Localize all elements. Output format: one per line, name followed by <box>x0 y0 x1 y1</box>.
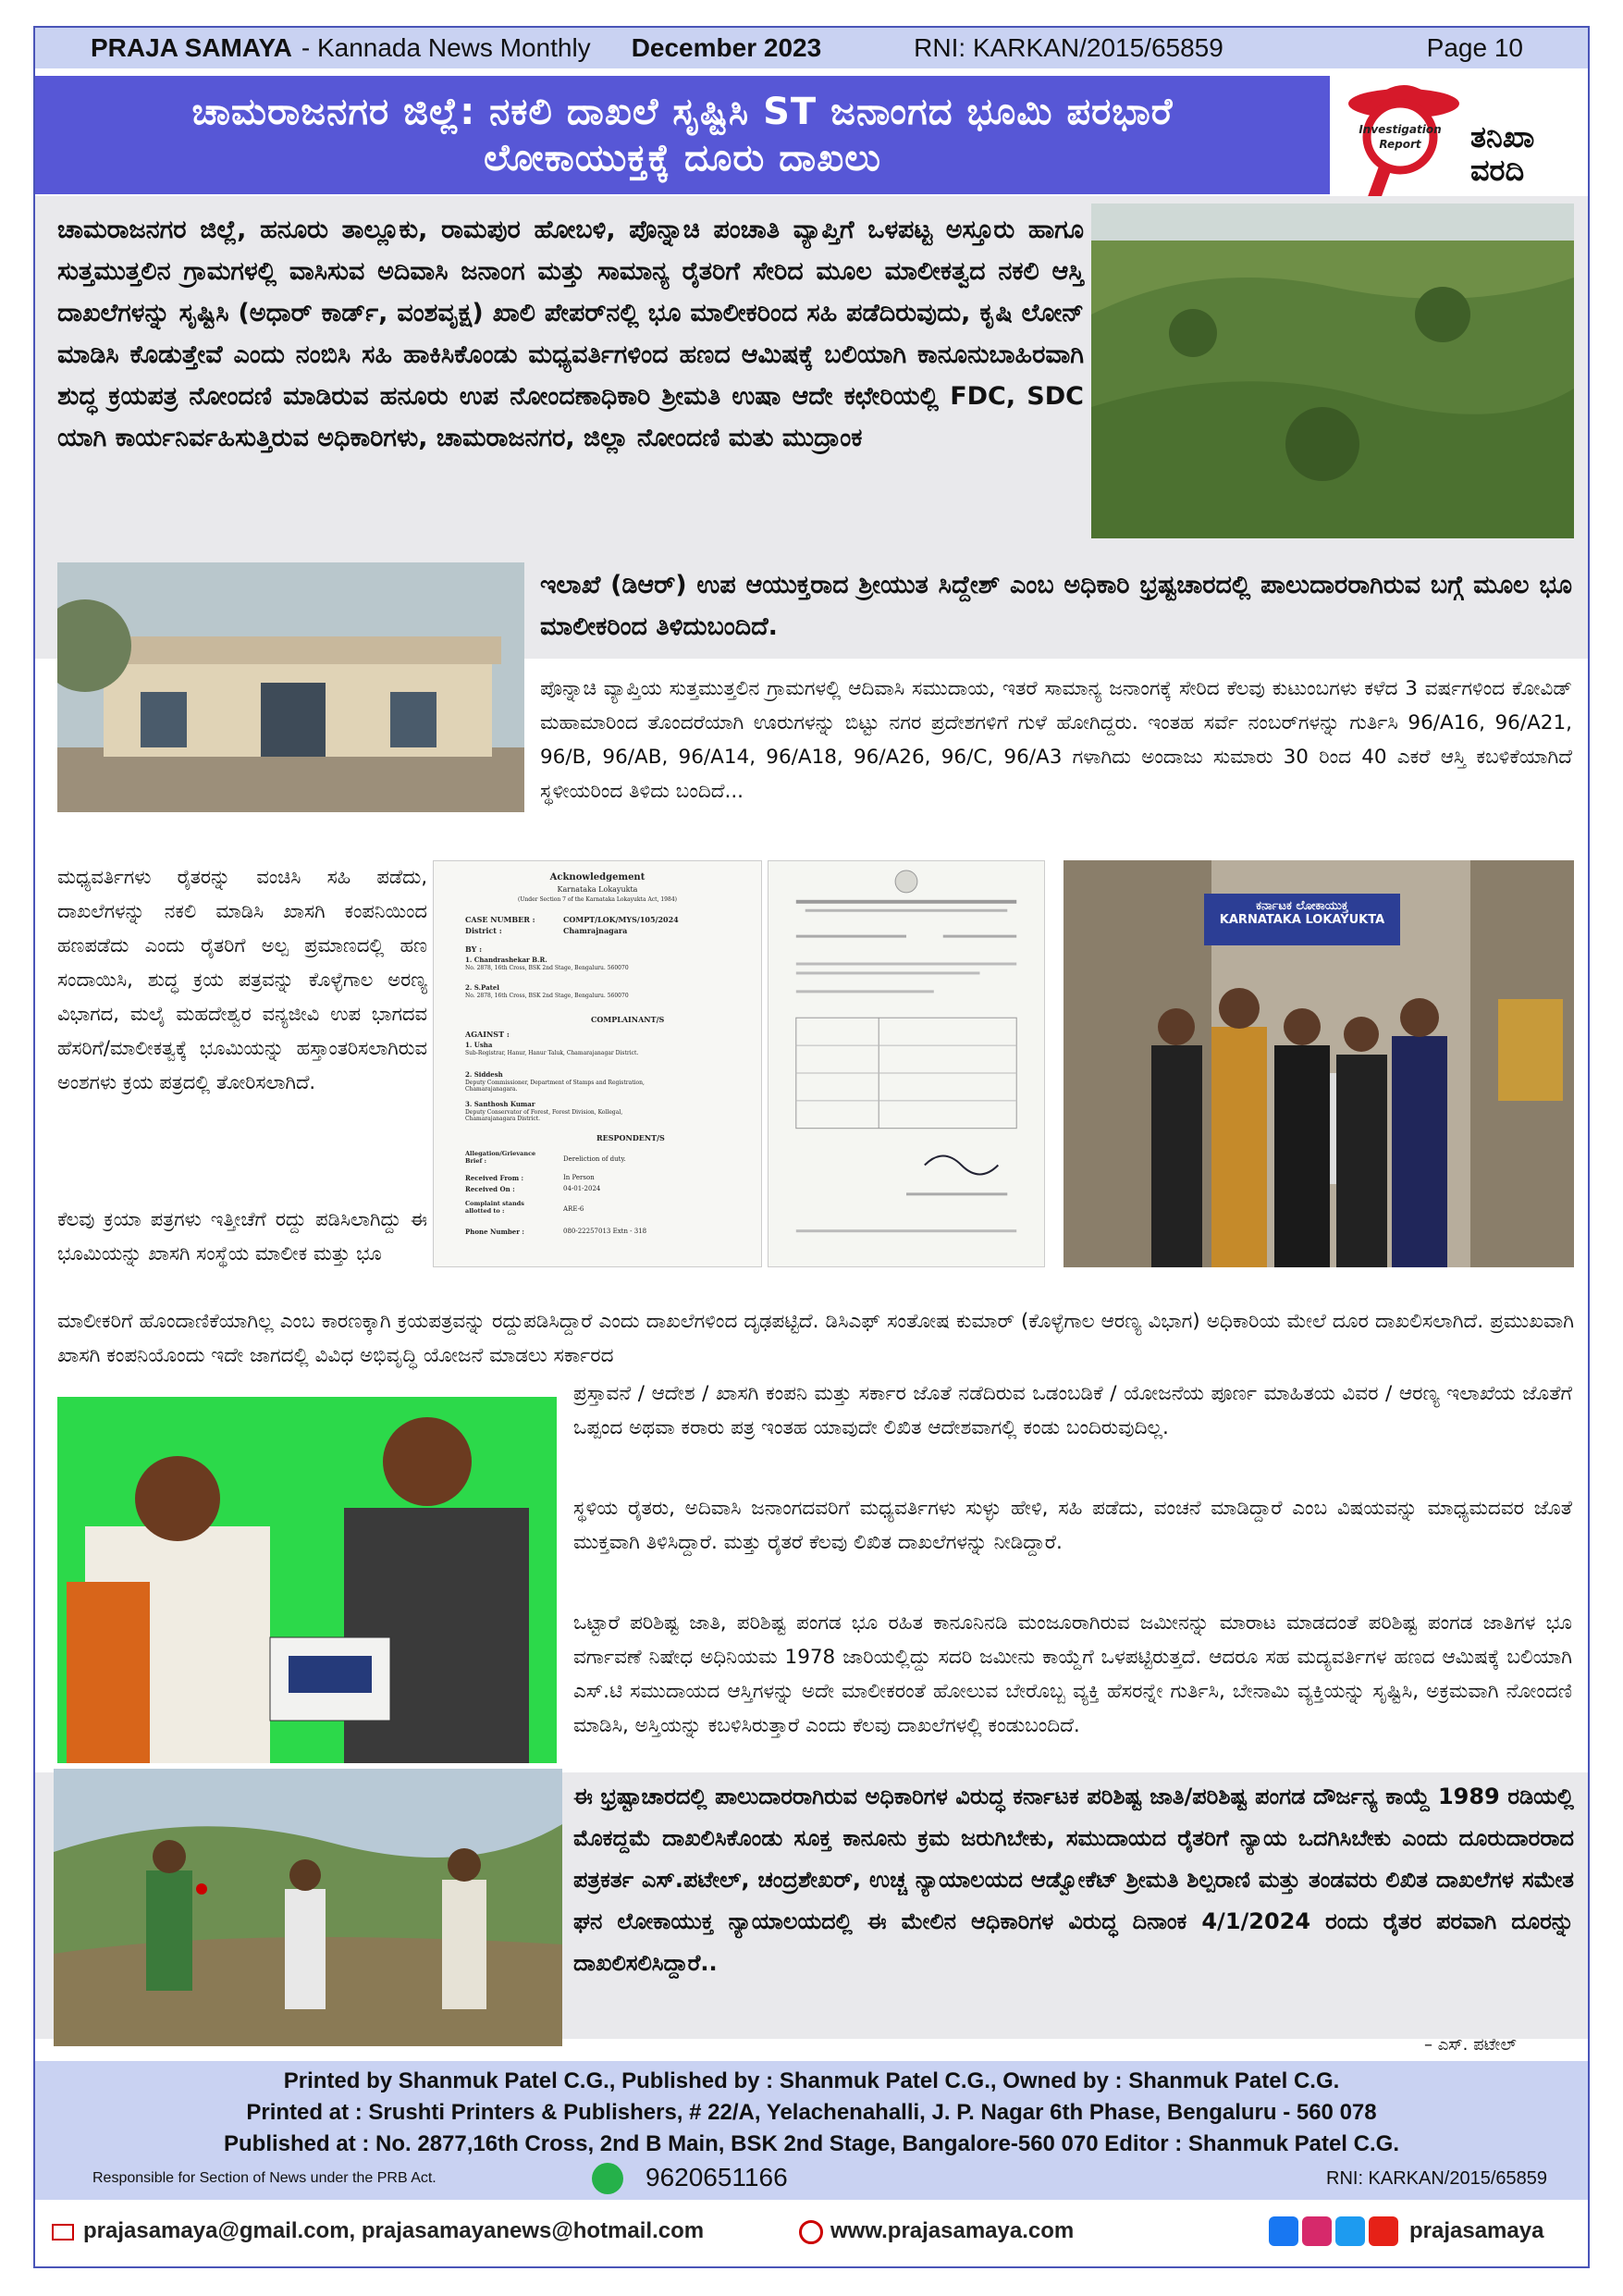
footer-rni: RNI: KARKAN/2015/65859 <box>1326 2168 1548 2189</box>
paragraph-5: ಸ್ಥಳಿಯ ರೈತರು, ಅದಿವಾಸಿ ಜನಾಂಗದವರಿಗೆ ಮಧ್ಯವರ್ತಿಗಳು ಸುಳ್ಳು ಹೇಳಿ, ಸಹಿ ಪಡೆದು, ವಂಚನೆ ಮಾಡಿದ್ದಾರೆ ಎಂಬ ವಿಷಯವನ್ನು ಮಾಧ್ಯಮದವರ ಜೊತೆ ಮುಕ್ತವಾಗಿ ತಿಳಿಸಿದ್ದಾರೆ. ಮತ್ತು ರೈತರೆ ಕೆಲವು ಲಿಖಿತ ದಾಖಲೆಗಳನ್ನು ನೀಡಿದ್ದಾರೆ. <box>573 1497 1572 1554</box>
headline-band <box>35 76 1330 194</box>
website-link[interactable]: www.prajasamaya.com <box>830 2218 1075 2243</box>
official-letter-document <box>768 860 1045 1267</box>
ack-district-label: District : <box>465 926 502 935</box>
contact-bar <box>35 2203 1588 2265</box>
rni-number: RNI: KARKAN/2015/65859 <box>914 33 1223 62</box>
ack-by-label: BY : <box>465 944 483 954</box>
globe-icon <box>799 2220 823 2244</box>
logo-badge-line-2: Report <box>1379 138 1421 151</box>
farmer-document-photo <box>57 1397 557 1763</box>
ack-against-3-desc: Deputy Conservator of Forest, Forest Division, Kollegal, Chamarajanagara District. <box>465 1109 623 1122</box>
facebook-icon[interactable] <box>1269 2216 1298 2246</box>
ack-by-1: 1. Chandrashekar B.R. <box>465 956 547 964</box>
mail-icon <box>52 2224 74 2240</box>
signboard-kannada: ಕರ್ನಾಟಕ ಲೋಕಾಯುಕ್ತ <box>1256 899 1348 913</box>
investigation-report-logo <box>1332 72 1581 211</box>
issue-date: December 2023 <box>631 33 822 62</box>
ack-by-1-address: No. 2878, 16th Cross, BSK 2nd Stage, Bengaluru. 560070 <box>465 965 629 971</box>
field-interview-photo <box>54 1769 562 2046</box>
ack-by-2: 2. S.Patel <box>465 983 499 992</box>
ack-respondent: RESPONDENT/S <box>596 1133 665 1142</box>
ack-by-2-address: No. 2878, 16th Cross, BSK 2nd Stage, Bengaluru. 560070 <box>465 993 629 999</box>
ack-received-from: In Person <box>563 1174 595 1181</box>
logo-word <box>1470 120 1534 187</box>
youtube-icon[interactable] <box>1369 2216 1398 2246</box>
publication-subtitle: - Kannada News Monthly <box>301 33 591 62</box>
ack-against-2-desc: Deputy Commissioner, Department of Stamps and Registration, Chamarajanagara. <box>465 1080 645 1092</box>
ack-against-1: 1. Usha <box>465 1041 493 1049</box>
ack-case-no: COMPT/LOK/MYS/105/2024 <box>563 915 679 924</box>
signboard-english: KARNATAKA LOKAYUKTA <box>1219 913 1385 927</box>
ack-stands-label: Complaint stands allotted to : <box>465 1200 524 1215</box>
ack-phone: 080-22257013 Extn - 318 <box>563 1228 647 1235</box>
masthead <box>35 28 1588 68</box>
lead-continuation: ಇಲಾಖೆ (ಡಿಆರ್) ಉಪ ಆಯುಕ್ತರಾದ ಶ್ರೀಯುತ ಸಿದ್ದೇಶ್ ಎಂಬ ಅಧಿಕಾರಿ ಭ್ರಷ್ಟಚಾರದಲ್ಲಿ ಪಾಲುದಾರರಾಗಿರುವ ಬಗ್ಗೆ ಮೂಲ ಭೂ ಮಾಲೀಕರಿಂದ ತಿಳಿದುಬಂದಿದೆ. <box>540 571 1572 641</box>
ack-received-on-label: Received On : <box>465 1185 515 1193</box>
logo-badge-line-1: Investigation <box>1359 123 1442 136</box>
ack-case-label: CASE NUMBER : <box>465 915 535 924</box>
ack-heading: Acknowledgement <box>549 872 646 883</box>
ack-allegation-label: Allegation/Grievance Brief : <box>465 1150 536 1165</box>
twitter-icon[interactable] <box>1335 2216 1365 2246</box>
ack-received-on: 04-01-2024 <box>563 1185 601 1192</box>
paragraph-6: ಒಟ್ಟಾರೆ ಪರಿಶಿಷ್ಟ ಜಾತಿ, ಪರಿಶಿಷ್ಟ ಪಂಗಡ ಭೂ ರಹಿತ ಕಾನೂನಿನಡಿ ಮಂಜೂರಾಗಿರುವ ಜಮೀನನ್ನು ಮಾರಾಟ ಮಾಡದಂತೆ ಪರಿಶಿಷ್ಟ ಪಂಗಡ ಜಾತಿಗಳ ಭೂ ವರ್ಗಾವಣೆ ನಿಷೇಧ ಅಧಿನಿಯಮ 1978 ಜಾರಿಯಲ್ಲಿದ್ದು ಸದರಿ ಜಮೀನು ಕಾಯ್ದೆಗೆ ಒಳಪಟ್ಟಿರುತ್ತದೆ. ಆದರೂ ಸಹ ಮದ್ಯವರ್ತಿಗಳ ಹಣದ ಆಮಿಷಕ್ಕೆ ಬಲಿಯಾಗಿ ಎಸ್.ಟಿ ಸಮುದಾಯದ ಆಸ್ತಿಗಳನ್ನು ಅದೇ ಮಾಲೀಕರಂತೆ ಹೋಲುವ ಬೇರೊಬ್ಬ ವ್ಯಕ್ತಿ ಹೆಸರನ್ನೇ ಗುರ್ತಿಸಿ, ಬೇನಾಮಿ ವ್ಯಕ್ತಿಯನ್ನು ಸೃಷ್ಟಿಸಿ, ಅಕ್ರಮವಾಗಿ ನೋಂದಣಿ ಮಾಡಿಸಿ, ಅಸ್ತಿಯನ್ನು ಕಬಳಿಸಿರುತ್ತಾರೆ ಎಂದು ಕೆಲವು ದಾಖಲೆಗಳಲ್ಲಿ ಕಂಡುಬಂದಿದೆ. <box>573 1611 1572 1737</box>
magnifier-hat-icon <box>1332 72 1470 211</box>
article-byline: – ಎಸ್. ಪಟೇಲ್ <box>1424 2035 1517 2055</box>
ack-phone-label: Phone Number : <box>465 1228 524 1236</box>
ack-allegation: Dereliction of duty. <box>563 1155 626 1163</box>
instagram-icon[interactable] <box>1302 2216 1332 2246</box>
ack-complainant: COMPLAINANT/S <box>591 1015 665 1024</box>
ack-district: Chamrajnagara <box>563 926 628 935</box>
paragraph-7: ಈ ಭ್ರಷ್ಟಾಚಾರದಲ್ಲಿ ಪಾಲುದಾರರಾಗಿರುವ ಅಧಿಕಾರಿಗಳ ವಿರುದ್ಧ ಕರ್ನಾಟಕ ಪರಿಶಿಷ್ಟ ಜಾತಿ/ಪರಿಶಿಷ್ಟ ಪಂಗಡ ದೌರ್ಜನ್ಯ ಕಾಯ್ದೆ 1989 ರಡಿಯಲ್ಲಿ ಮೊಕದ್ದಮೆ ದಾಖಲಿಸಿಕೊಂಡು ಸೂಕ್ತ ಕಾನೂನು ಕ್ರಮ ಜರುಗಿಬೇಕು, ಸಮುದಾಯದ ರೈತರಿಗೆ ನ್ಯಾಯ ಒದಗಿಸಿಬೇಕು ಎಂದು ದೂರುದಾರರಾದ ಪತ್ರಕರ್ತ ಎಸ್.ಪಟೇಲ್, ಚಂದ್ರಶೇಖರ್, ಉಚ್ಚ ನ್ಯಾಯಾಲಯದ ಆಡ್ವೋಕೆಟ್ ಶ್ರೀಮತಿ ಶಿಲ್ಪರಾಣಿ ಮತ್ತು ತಂಡವರು ಲಿಖಿತ ದಾಖಲೆಗಳ ಸಮೇತ ಘನ ಲೋಕಾಯುಕ್ತ ನ್ಯಾಯಾಲಯದಲ್ಲಿ ಈ ಮೇಲಿನ ಆಧಿಕಾರಿಗಳ ವಿರುದ್ಧ ದಿನಾಂಕ 4/1/2024 ರಂದು ರೈತರ ಪರವಾಗಿ ದೂರನ್ನು ದಾಖಲಿಸಲಿಸಿದ್ದಾರೆ.. <box>573 1784 1574 1976</box>
paragraph-3: ಕೆಲವು ಕ್ರಯಾ ಪತ್ರಗಳು ಇತ್ತೀಚೆಗೆ ರದ್ದು ಪಡಿಸಿಲಾಗಿದ್ದು ಈ ಭೂಮಿಯನ್ನು ಖಾಸಗಿ ಸಂಸ್ಥೆಯ ಮಾಲೀಕ ಮತ್ತು ಭೂ <box>57 1208 427 1265</box>
office-building-photo <box>57 562 524 812</box>
landscape-photo <box>1091 204 1574 538</box>
paragraph-3-continuation: ಮಾಲೀಕರಿಗೆ ಹೊಂದಾಣಿಕೆಯಾಗಿಲ್ಲ ಎಂಬ ಕಾರಣಕ್ಕಾಗಿ ಕ್ರಯಪತ್ರವನ್ನು ರದ್ದುಪಡಿಸಿದ್ದಾರೆ ಎಂದು ದಾಖಲೆಗಳಿಂದ ದೃಢಪಟ್ಟಿದೆ. ಡಿಸಿಎಫ್ ಸಂತೋಷ ಕುಮಾರ್ (ಕೊಳ್ಳೆಗಾಲ ಆರಣ್ಯ ವಿಭಾಗ) ಅಧಿಕಾರಿಯ ಮೇಲೆ ದೂರ ದಾಖಲಿಸಲಾಗಿದೆ. ಪ್ರಮುಖವಾಗಿ ಖಾಸಗಿ ಕಂಪನಿಯೊಂದು ಇದೇ ಜಾಗದಲ್ಲಿ ವಿವಿಧ ಅಭಿವೃದ್ಧಿ ಯೋಜನೆ ಮಾಡಲು ಸರ್ಕಾರದ <box>57 1310 1574 1367</box>
paragraph-1: ಪೊನ್ನಾಚಿ ವ್ಯಾಪ್ತಿಯ ಸುತ್ತಮುತ್ತಲಿನ ಗ್ರಾಮಗಳಲ್ಲಿ ಆದಿವಾಸಿ ಸಮುದಾಯ, ಇತರೆ ಸಾಮಾನ್ಯ ಜನಾಂಗಕ್ಕೆ ಸೇರಿದ ಕೆಲವು ಕುಟುಂಬಗಳು ಕಳೆದ 3 ವರ್ಷಗಳಿಂದ ಕೋವಿಡ್ ಮಹಾಮಾರಿಂದ ತೊಂದರೆಯಾಗಿ ಊರುಗಳನ್ನು ಬಿಟ್ಟು ನಗರ ಪ್ರದೇಶಗಳಿಗೆ ಗುಳೆ ಹೋಗಿದ್ದರು. ಇಂತಹ ಸರ್ವೆ ನಂಬರ್‌ಗಳನ್ನು ಗುರ್ತಿಸಿ 96/A16, 96/A21, 96/B, 96/AB, 96/A14, 96/A18, 96/A26, 96/C, 96/A3 ಗಳಾಗಿದು ಅಂದಾಜು ಸುಮಾರು 30 ರಿಂದ 40 ಎಕರೆ ಆಸ್ತಿ ಕಬಳಿಕೆಯಾಗಿದೆ ಸ್ಥಳೀಯರಿಂದ ತಿಳಿದು ಬಂದಿದೆ... <box>540 677 1572 803</box>
imprint-footer <box>35 2061 1588 2200</box>
ack-received-from-label: Received From : <box>465 1174 524 1182</box>
logo-word-line-2: ವರದಿ <box>1470 153 1525 188</box>
social-handle[interactable]: prajasamaya <box>1409 2218 1544 2243</box>
page-number: Page 10 <box>1426 33 1523 62</box>
ack-against-1-desc: Sub-Registrar, Hanur, Hanur Taluk, Chamarajanagar District. <box>465 1050 639 1056</box>
contact-phone: 9620651166 <box>646 2163 788 2191</box>
paragraph-2: ಮಧ್ಯವರ್ತಿಗಳು ರೈತರನ್ನು ವಂಚಿಸಿ ಸಹಿ ಪಡೆದು, ದಾಖಲೆಗಳನ್ನು ನಕಲಿ ಮಾಡಿಸಿ ಖಾಸಗಿ ಕಂಪನಿಯಿಂದ ಹಣಪಡೆದು ಎಂದು ರೈತರಿಗೆ ಅಲ್ಪ ಪ್ರಮಾಣದಲ್ಲಿ ಹಣ ಸಂದಾಯಿಸಿ, ಶುದ್ಧ ಕ್ರಯ ಪತ್ರವನ್ನು ಕೊಳ್ಳೆಗಾಲ ಅರಣ್ಯ ವಿಭಾಗದ, ಮಲೈ ಮಹದೇಶ್ವರ ವನ್ಯಜೀವಿ ಉಪ ಭಾಗದವ ಹೆಸರಿಗೆ/ಮಾಲೀಕತ್ವಕ್ಕೆ ಭೂಮಿಯನ್ನು ಹಸ್ತಾಂತರಿಸಲಾಗಿರುವ ಅಂಶಗಳು ಕ್ರಯ ಪತ್ರದಲ್ಲಿ ತೋರಿಸಲಾಗಿದೆ. <box>57 866 427 1093</box>
lokayukta-group-photo <box>1064 860 1574 1267</box>
paragraph-4: ಪ್ರಸ್ತಾವನೆ / ಆದೇಶ / ಖಾಸಗಿ ಕಂಪನಿ ಮತ್ತು ಸರ್ಕಾರ ಜೊತೆ ನಡೆದಿರುವ ಒಡಂಬಡಿಕೆ / ಯೋಜನೆಯ ಪೂರ್ಣ ಮಾಹಿತಯ ವಿವರ / ಆರಣ್ಯ ಇಲಾಖೆಯ ಜೊತೆಗೆ ಒಪ್ಪಂದ ಅಥವಾ ಕರಾರು ಪತ್ರ ಇಂತಹ ಯಾವುದೇ ಲಿಖಿತ ಆದೇಶವಾಗಲ್ಲಿ ಕಂಡು ಬಂದಿರುವುದಿಲ್ಲ. <box>573 1382 1572 1439</box>
contact-emails[interactable]: prajasamaya@gmail.com, prajasamayanews@hotmail.com <box>83 2218 705 2243</box>
ack-against-3: 3. Santhosh Kumar <box>465 1100 535 1108</box>
ack-against-2: 2. Siddesh <box>465 1070 503 1079</box>
lokayukta-signboard <box>1204 894 1400 945</box>
publication-name: PRAJA SAMAYA <box>91 33 292 62</box>
whatsapp-icon <box>592 2163 623 2194</box>
imprint-line-2: Printed at : Srushti Printers & Publishers, # 22/A, Yelachenahalli, J. P. Nagar 6th Phase, Bengaluru - 560 078 <box>246 2100 1377 2125</box>
ack-org: Karnataka Lokayukta <box>557 885 638 894</box>
logo-word-line-1: ತನಿಖಾ <box>1470 119 1535 154</box>
ack-stands: ARE-6 <box>563 1205 584 1213</box>
imprint-line-1: Printed by Shanmuk Patel C.G., Published by : Shanmuk Patel C.G., Owned by : Shanmuk Patel C.G. <box>283 2068 1340 2093</box>
lead-paragraph: ಚಾಮರಾಜನಗರ ಜಿಲ್ಲೆ, ಹನೂರು ತಾಲ್ಲೂಕು, ರಾಮಪುರ ಹೋಬಳಿ, ಪೊನ್ನಾಚಿ ಪಂಚಾತಿ ವ್ಯಾಪ್ತಿಗೆ ಒಳಪಟ್ಟ ಅಸ್ತೂರು ಹಾಗೂ ಸುತ್ತಮುತ್ತಲಿನ ಗ್ರಾಮಗಳಲ್ಲಿ ವಾಸಿಸುವ ಅದಿವಾಸಿ ಜನಾಂಗ ಮತ್ತು ಸಾಮಾನ್ಯ ರೈತರಿಗೆ ಸೇರಿದ ಮೂಲ ಮಾಲೀಕತ್ವದ ನಕಲಿ ಆಸ್ತಿ ದಾಖಲೆಗಳನ್ನು ಸೃಷ್ಟಿಸಿ (ಅಧಾರ್ ಕಾರ್ಡ್, ವಂಶವೃಕ್ಷ) ಖಾಲಿ ಪೇಪರ್‌ನಲ್ಲಿ ಭೂ ಮಾಲೀಕರಿಂದ ಸಹಿ ಪಡೆದಿರುವುದು, ಕೃಷಿ ಲೋನ್ ಮಾಡಿಸಿ ಕೊಡುತ್ತೇವೆ ಎಂದು ನಂಬಿಸಿ ಸಹಿ ಹಾಕಿಸಿಕೊಂಡು ಮಧ್ಯವರ್ತಿಗಳಿಂದ ಹಣದ ಆಮಿಷಕ್ಕೆ ಬಲಿಯಾಗಿ ಕಾನೂನುಬಾಹಿರವಾಗಿ ಶುದ್ಧ ಕ್ರಯಪತ್ರ ನೋಂದಣಿ ಮಾಡಿರುವ ಹನೂರು ಉಪ ನೋಂದಣಾಧಿಕಾರಿ ಶ್ರೀಮತಿ ಉಷಾ ಆದೇ ಕಛೇರಿಯಲ್ಲಿ FDC, SDC ಯಾಗಿ ಕಾರ್ಯನಿರ್ವಹಿಸುತ್ತಿರುವ ಅಧಿಕಾರಿಗಳು, ಚಾಮರಾಜನಗರ, ಜಿಲ್ಲಾ ನೋಂದಣಿ ಮತು ಮುದ್ರಾಂಕ <box>57 216 1084 452</box>
prb-responsibility: Responsible for Section of News under the PRB Act. <box>92 2170 436 2186</box>
acknowledgement-document <box>433 860 762 1267</box>
imprint-line-3: Published at : No. 2877,16th Cross, 2nd B Main, BSK 2nd Stage, Bangalore-560 070 Editor : Shanmuk Patel C.G. <box>224 2131 1399 2156</box>
headline-line-2: ಲೋಕಾಯುಕ್ತಕ್ಕೆ ದೂರು ದಾಖಲು <box>484 137 881 179</box>
headline-line-1: ಚಾಮರಾಜನಗರ ಜಿಲ್ಲೆ: ನಕಲಿ ದಾಖಲೆ ಸೃಷ್ಟಿಸಿ ST ಜನಾಂಗದ ಭೂಮಿ ಪರಭಾರೆ <box>191 91 1174 133</box>
ack-section: (Under Section 7 of the Karnataka Lokayukta Act, 1984) <box>518 896 677 903</box>
ack-against-label: AGAINST : <box>465 1030 510 1039</box>
